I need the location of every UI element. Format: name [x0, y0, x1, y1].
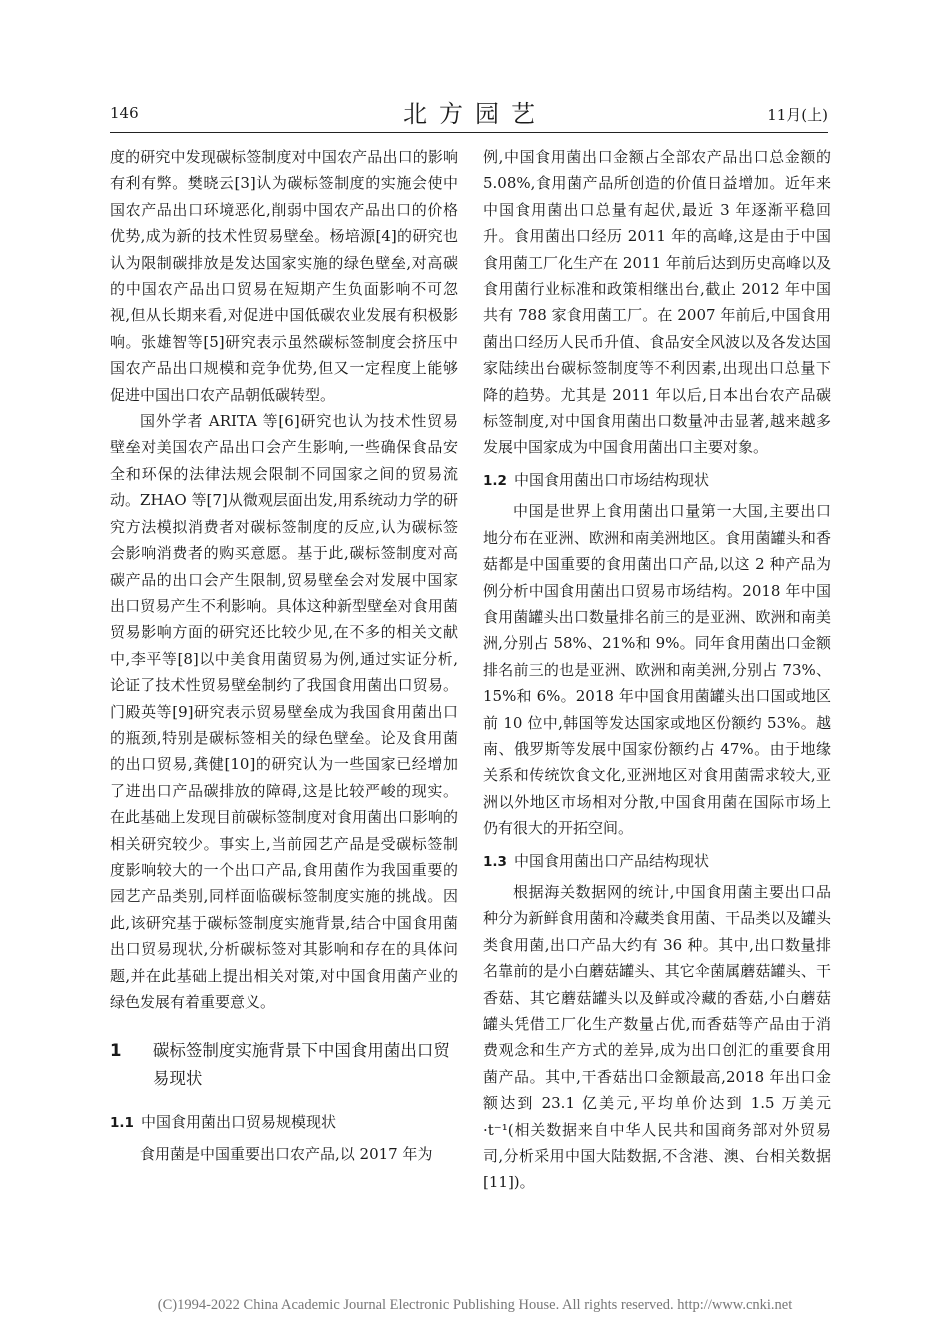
copyright-footer: (C)1994-2022 China Academic Journal Electronic Publishing House. All rights reserved. http://www.cnki.net — [157, 1297, 793, 1313]
paragraph: 根据海关数据网的统计,中国食用菌主要出口品种分为新鲜食用菌和冷藏类食用菌、干品类以及罐头类食用菌,出口产品大约有 36 种。其中,出口数量排名靠前的是小白蘑菇罐头、其它伞菌属蘑菇罐头、干香菇、其它蘑菇罐头以及鲜或冷藏的香菇,小白蘑菇罐头凭借工厂化生产数量占优,而香菇等产品由于消费观念和生产方式的差异,成为出口创汇的重要食用菌产品。其中,干香菇出口金额最高,2018 年出口金额达到 23.1 亿美元,平均单价达到 1.5 万美元·t⁻¹(相关数据来自中华人民共和国商务部对外贸易司,分析采用中国大陆数据,不含港、澳、台相关数据[11])。 — [483, 882, 831, 1192]
journal-title: 北方园艺 — [403, 100, 547, 128]
section-heading-1 — [110, 1037, 458, 1093]
left-column — [110, 144, 458, 1167]
section-heading-1-2 — [483, 467, 831, 494]
paragraph: 中国是世界上食用菌出口量第一大国,主要出口地分布在亚洲、欧洲和南美洲地区。食用菌罐头和香菇都是中国重要的食用菌出口产品,以这 2 种产品为例分析中国食用菌出口贸易市场结构。2018 年中国食用菌罐头出口数量排名前三的是亚洲、欧洲和南美洲,分别占 58%、21%和 9%。同年食用菌出口金额排名前三的也是亚洲、欧洲和南美洲,分别占 73%、15%和 6%。2018 年中国食用菌罐头出口国或地区前 10 位中,韩国等发达国家或地区份额约 53%。越南、俄罗斯等发展中国家份额约占 47%。由于地缘关系和传统饮食文化,亚洲地区对食用菌需求较大,亚洲以外地区市场相对分散,中国食用菌在国际市场上仍有很大的开拓空间。 — [483, 502, 831, 838]
right-column — [483, 144, 831, 1196]
section-number: 1.1 — [110, 1115, 134, 1132]
section-number: 1.2 — [483, 472, 507, 489]
paragraph: 国外学者 ARITA 等[6]研究也认为技术性贸易壁垒对美国农产品出口会产生影响,一些确保食品安全和环保的法律法规会限制不同国家之间的贸易流动。ZHAO 等[7]从微观层面出发,用系统动力学的研究方法模拟消费者对碳标签制度的反应,认为碳标签会影响消费者的购买意愿。基于此,碳标签制度对高碳产品的出口会产生限制,贸易壁垒会对发展中国家出口贸易产生不利影响。具体这种新型壁垒对食用菌贸易影响方面的研究还比较少见,在不多的相关文献中,李平等[8]以中美食用菌贸易为例,通过实证分析,论证了技术性贸易壁垒制约了我国食用菌出口贸易。门殿英等[9]研究表示贸易壁垒成为我国食用菌出口的瓶颈,特别是碳标签相关的绿色壁垒。论及食用菌的出口贸易,龚健[10]的研究认为一些国家已经增加了进出口产品碳排放的障碍,这是比较严峻的现实。在此基础上发现目前碳标签制度对食用菌出口影响的相关研究较少。事实上,当前园艺产品是受碳标签制度影响较大的一个出口产品,食用菌作为我国重要的园艺产品类别,同样面临碳标签制度实施的挑战。因此,该研究基于碳标签制度实施背景,结合中国食用菌出口贸易现状,分析碳标签对其影响和存在的具体问题,并在此基础上提出相关对策,对中国食用菌产业的绿色发展有着重要意义。 — [110, 412, 458, 1011]
section-heading-1-3 — [483, 848, 831, 875]
section-title: 中国食用菌出口贸易规模现状 — [141, 1113, 337, 1132]
paragraph: 例,中国食用菌出口金额占全部农产品出口总金额的 5.08%,食用菌产品所创造的价值日益增加。近年来中国食用菌出口总量有起伏,最近 3 年逐渐平稳回升。食用菌出口经历 2011 年的高峰,这是由于中国食用菌工厂化生产在 2011 年前后达到历史高峰以及食用菌行业标准和政策相继出台,截止 2012 年中国共有 788 家食用菌工厂。在 2007 年前后,中国食用菌出口经历人民币升值、食品安全风波以及各发达国家陆续出台碳标签制度等不利因素,出现出口总量下降的趋势。尤其是 2011 年以后,日本出台农产品碳标签制度,对中国食用菌出口数量冲击显著,越来越多发展中国家成为中国食用菌出口主要对象。 — [483, 148, 831, 457]
section-title: 碳标签制度实施背景下中国食用菌出口贸易现状 — [152, 1041, 450, 1089]
section-number: 1.3 — [483, 853, 507, 870]
section-heading-1-1 — [110, 1109, 458, 1136]
header-rule — [110, 132, 828, 133]
paragraph: 食用菌是中国重要出口农产品,以 2017 年为 — [140, 1144, 433, 1163]
page-number: 146 — [110, 104, 139, 122]
section-number: 1 — [110, 1041, 122, 1061]
paragraph: 度的研究中发现碳标签制度对中国农产品出口的影响有利有弊。樊晓云[3]认为碳标签制度的实施会使中国农产品出口环境恶化,削弱中国农产品出口的价格优势,成为新的技术性贸易壁垒。杨培源[4]的研究也认为限制碳排放是发达国家实施的绿色壁垒,对高碳的中国农产品出口贸易在短期产生负面影响不可忽视,但从长期来看,对促进中国低碳农业发展有积极影响。张雄智等[5]研究表示虽然碳标签制度会挤压中国农产品出口规模和竞争优势,但又一定程度上能够促进中国出口农产品朝低碳转型。 — [110, 148, 458, 404]
section-title: 中国食用菌出口产品结构现状 — [514, 851, 710, 870]
issue-label: 11月(上) — [767, 106, 828, 124]
section-title: 中国食用菌出口市场结构现状 — [514, 470, 710, 489]
